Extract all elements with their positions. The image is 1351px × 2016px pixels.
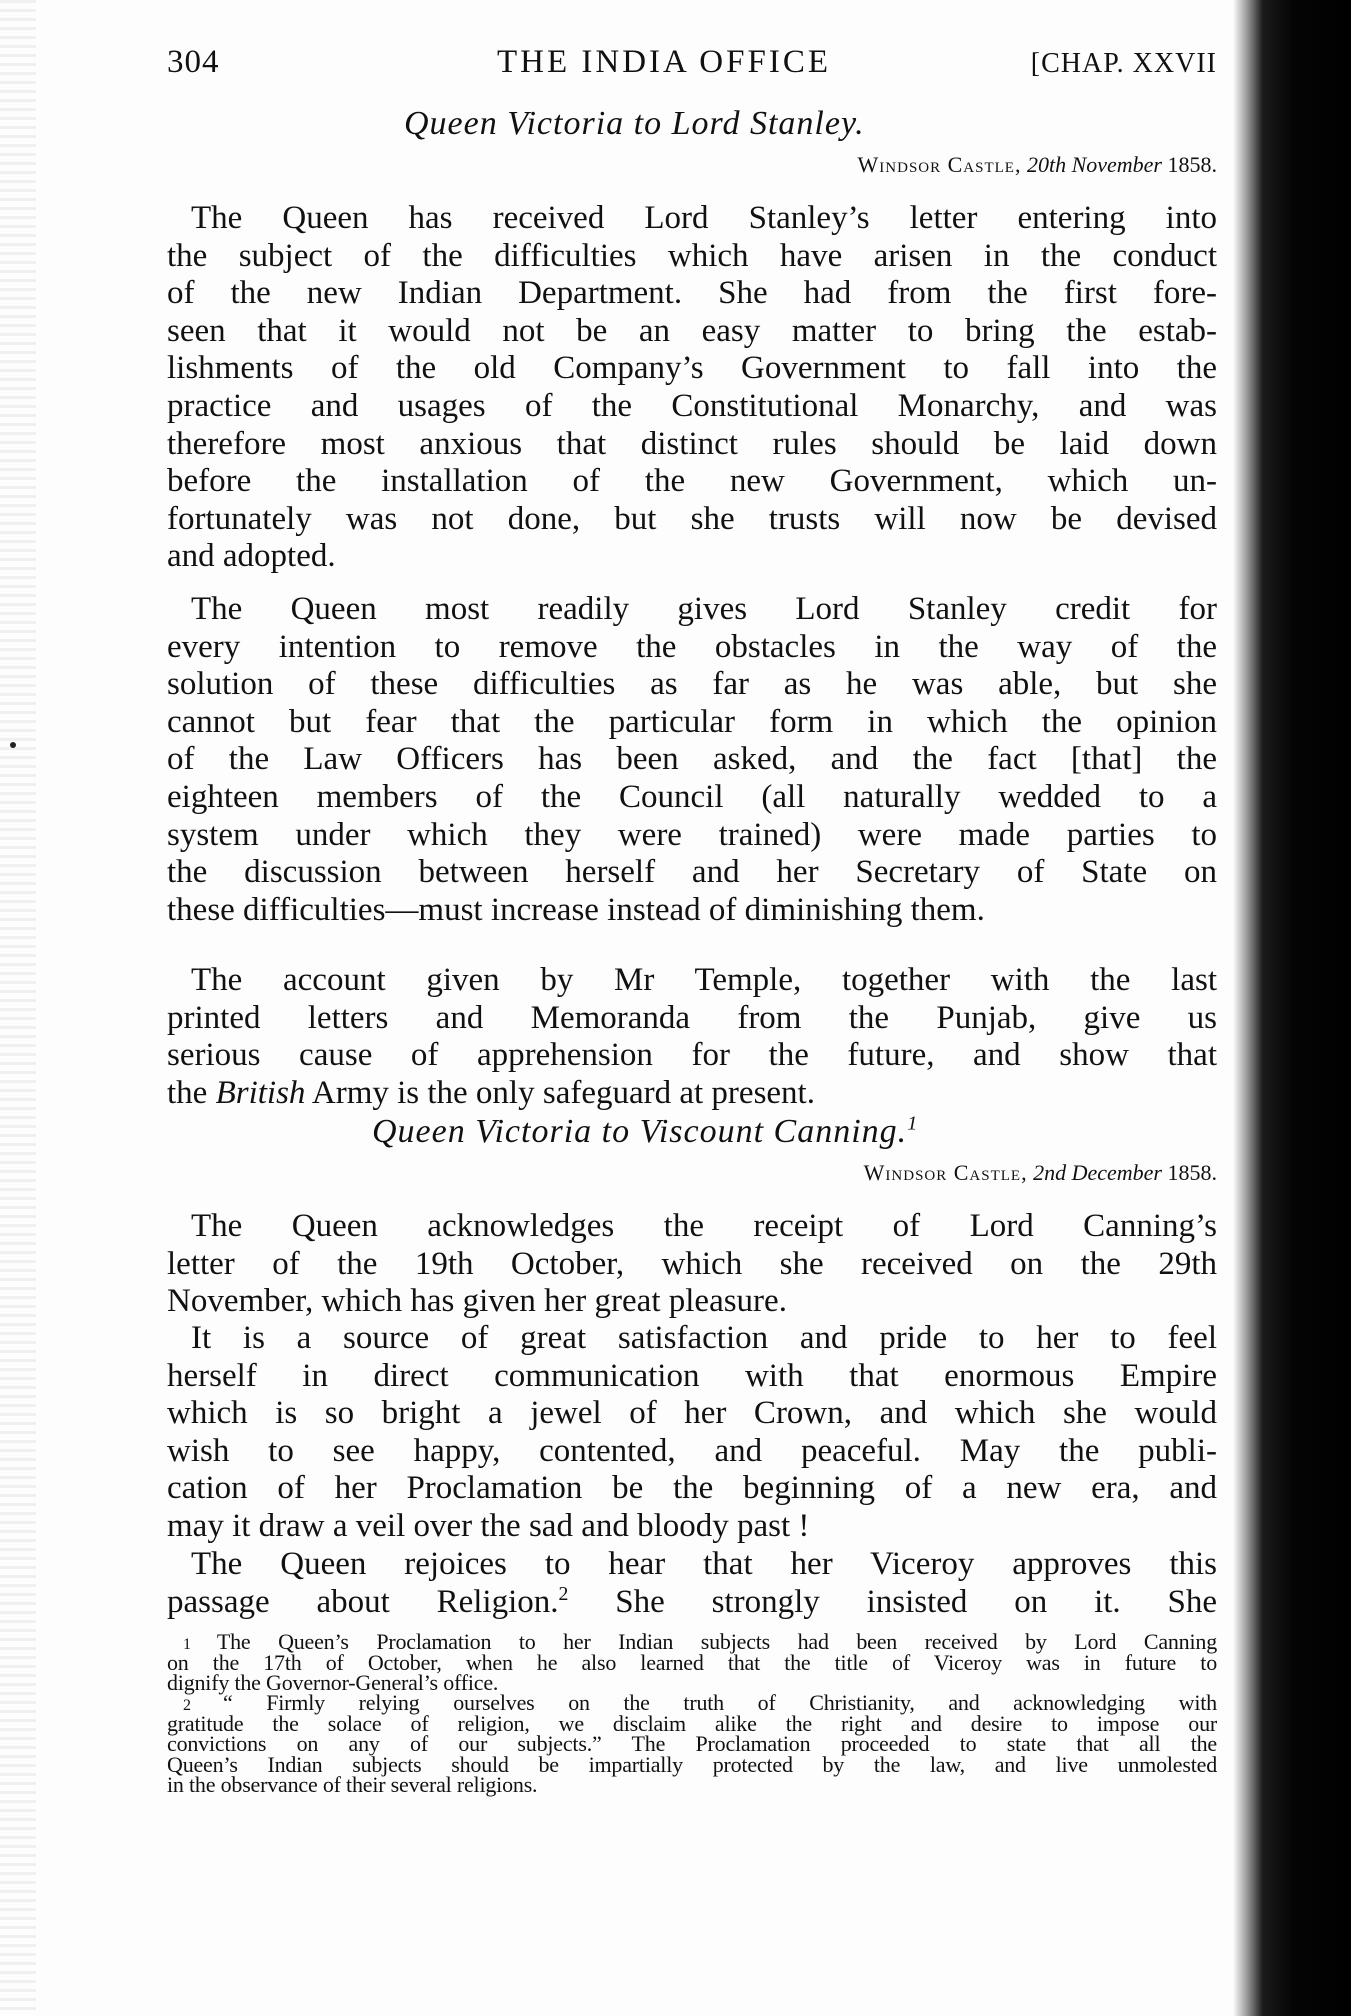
footnote-ref: 2 xyxy=(558,1583,569,1605)
text-line: practice and usages of the Constitutional Monarchy, and was xyxy=(167,388,1217,424)
text-line: before the installation of the new Government, which un- xyxy=(167,463,1217,499)
text-line xyxy=(167,1583,1217,1621)
letter-title xyxy=(372,1113,918,1151)
text-line xyxy=(167,1074,1217,1112)
dateline-place: Windsor Castle, xyxy=(857,152,1022,177)
footnote-text: on the 17th of October, when he also learned that the title of Viceroy was in future to xyxy=(167,1650,1217,1675)
text-line: letter of the 19th October, which she received on the 29th xyxy=(167,1246,1217,1282)
text-line xyxy=(167,1545,1217,1583)
letter-title-text: Queen Victoria to Viscount Canning. xyxy=(372,1113,908,1150)
footnote-mark: 2 xyxy=(183,1697,223,1714)
text-line: system under which they were trained) were made parties to xyxy=(167,817,1217,853)
running-title: THE INDIA OFFICE xyxy=(497,44,831,80)
footnote-line xyxy=(167,1731,1217,1756)
text-line: may it draw a veil over the sad and bloody past ! xyxy=(167,1508,810,1544)
scan-speck xyxy=(10,742,16,748)
text-line: eighteen members of the Council (all naturally wedded to a xyxy=(167,779,1217,815)
page-number: 304 xyxy=(167,44,220,80)
text-line: solution of these difficulties as far as he was able, but she xyxy=(167,666,1217,702)
text-line: fortunately was not done, but she trusts will now be devised xyxy=(167,501,1217,537)
text-segment: passage about Religion. xyxy=(167,1584,559,1620)
text-line: of the Law Officers has been asked, and the fact [that] the xyxy=(167,741,1217,777)
text-line: of the new Indian Department. She had from the first fore- xyxy=(167,275,1217,311)
text-line: these difficulties—must increase instead of diminishing them. xyxy=(167,892,985,928)
dateline-year: 1858. xyxy=(1167,152,1217,177)
scan-binding-shadow xyxy=(1233,0,1351,2016)
footnote-line xyxy=(167,1772,1217,1797)
footnote-text: gratitude the solace of religion, we disclaim alike the right and desire to impose our xyxy=(167,1711,1217,1736)
text-segment: The Queen rejoices to hear that her Viceroy approves this xyxy=(191,1546,1217,1582)
scan-left-margin-noise xyxy=(0,0,36,2016)
text-line: serious cause of apprehension for the future, and show that xyxy=(167,1037,1217,1073)
text-line: wish to see happy, contented, and peaceful. May the publi- xyxy=(167,1433,1217,1469)
text-line: The Queen most readily gives Lord Stanley credit for xyxy=(191,591,1217,627)
footnote-text: convictions on any of our subjects.” The Proclamation proceeded to state that all the xyxy=(167,1731,1217,1756)
text-segment: Army is the only safeguard at present. xyxy=(305,1075,815,1111)
text-line: every intention to remove the obstacles in the way of the xyxy=(167,629,1217,665)
dateline-date: 2nd December xyxy=(1033,1160,1162,1185)
text-line: seen that it would not be an easy matter to bring the estab- xyxy=(167,313,1217,349)
footnote-text: The Queen’s Proclamation to her Indian subjects had been received by Lord Canning xyxy=(216,1629,1217,1654)
text-segment: British xyxy=(215,1075,306,1111)
text-segment: She strongly insisted on it. She xyxy=(568,1584,1218,1620)
text-line: The account given by Mr Temple, together with the last xyxy=(191,962,1217,998)
text-line: printed letters and Memoranda from the Punjab, give us xyxy=(167,1000,1217,1036)
letter-title-text: Queen Victoria to Lord Stanley. xyxy=(404,105,865,142)
text-line: November, which has given her great pleasure. xyxy=(167,1283,787,1319)
footnote-text: Queen’s Indian subjects should be impartially protected by the law, and live unmolested xyxy=(167,1752,1217,1777)
text-line: and adopted. xyxy=(167,538,336,574)
dateline-year: 1858. xyxy=(1167,1160,1217,1185)
text-line: cation of her Proclamation be the beginning of a new era, and xyxy=(167,1470,1217,1506)
chapter-label: [CHAP. XXVII xyxy=(1030,48,1217,79)
text-segment: the xyxy=(167,1075,216,1111)
text-line: The Queen has received Lord Stanley’s letter entering into xyxy=(191,200,1217,236)
text-line: The Queen acknowledges the receipt of Lord Canning’s xyxy=(191,1208,1217,1244)
text-line: therefore most anxious that distinct rules should be laid down xyxy=(167,426,1217,462)
text-line: lishments of the old Company’s Government to fall into the xyxy=(167,350,1217,386)
running-header xyxy=(167,44,1217,84)
letter-dateline xyxy=(858,152,1217,178)
dateline-place: Windsor Castle, xyxy=(863,1160,1028,1185)
text-line: the discussion between herself and her Secretary of State on xyxy=(167,854,1217,890)
footnote-text: in the observance of their several religions. xyxy=(167,1772,538,1797)
text-line: which is so bright a jewel of her Crown, and which she would xyxy=(167,1395,1217,1431)
text-line: It is a source of great satisfaction and pride to her to feel xyxy=(191,1320,1217,1356)
footnote-mark: 1 xyxy=(183,1636,217,1653)
text-line: herself in direct communication with that enormous Empire xyxy=(167,1358,1217,1394)
text-line: cannot but fear that the particular form in which the opinion xyxy=(167,704,1217,740)
footnote-ref: 1 xyxy=(907,1112,919,1135)
text-line: the subject of the difficulties which have arisen in the conduct xyxy=(167,238,1217,274)
dateline-date: 20th November xyxy=(1026,152,1162,177)
letter-dateline xyxy=(864,1160,1217,1186)
footnote-text: “ Firmly relying ourselves on the truth of Christianity, and acknowledging with xyxy=(222,1690,1217,1715)
footnote-text: dignify the Governor-General’s office. xyxy=(167,1670,499,1695)
letter-title xyxy=(404,105,865,143)
